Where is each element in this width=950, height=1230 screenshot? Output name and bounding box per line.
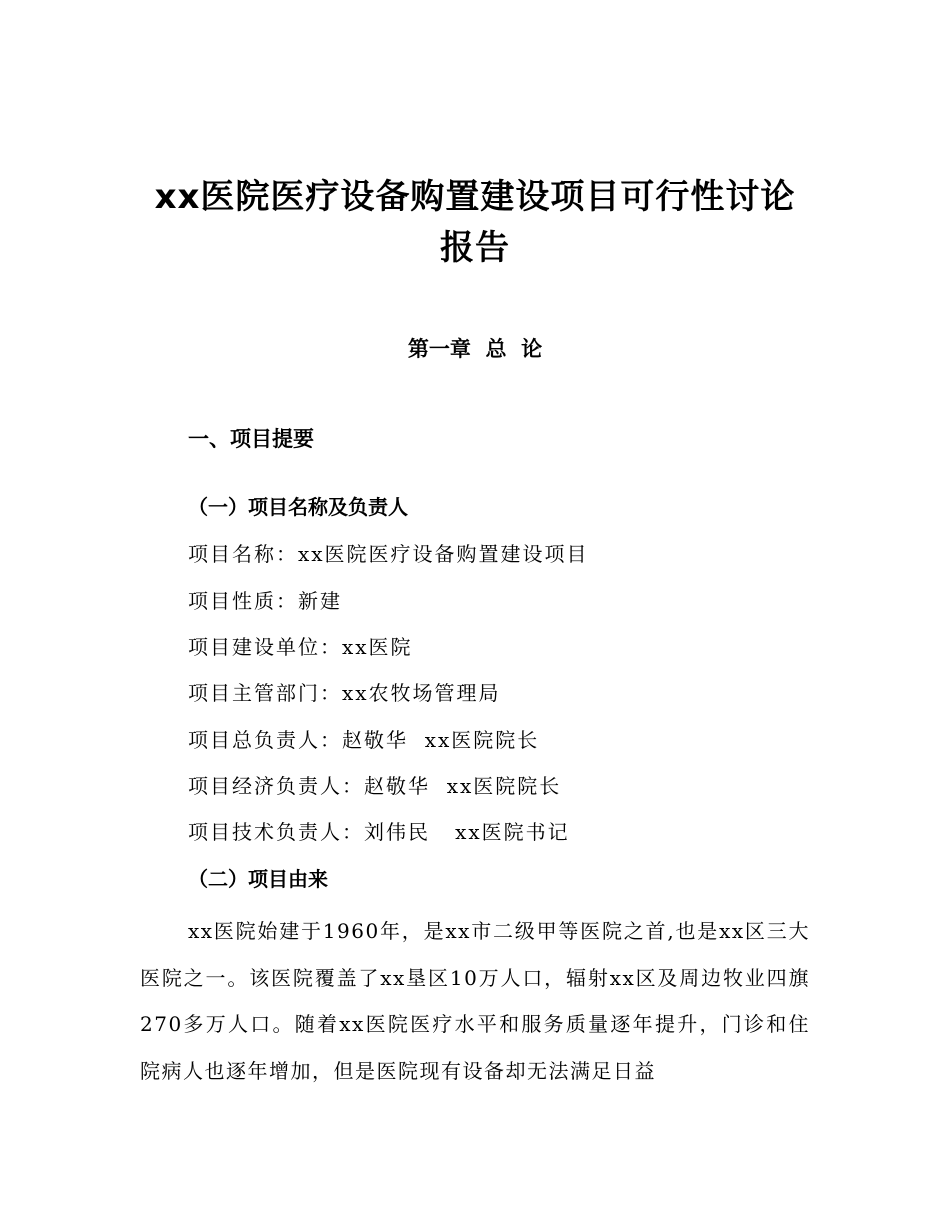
document-title: xx医院医疗设备购置建设项目可行性讨论报告 xyxy=(154,177,796,268)
field-construction-unit: 项目建设单位：xx医院 xyxy=(188,635,413,659)
field-project-name: 项目名称：xx医院医疗设备购置建设项目 xyxy=(188,542,589,566)
field-general-leader: 项目总负责人：赵敬华 xx医院院长 xyxy=(188,728,540,752)
subsection-heading-name-and-leaders: （一）项目名称及负责人 xyxy=(188,495,408,519)
section-heading-project-summary: 一、项目提要 xyxy=(188,427,314,451)
field-supervising-department: 项目主管部门：xx农牧场管理局 xyxy=(188,681,501,705)
field-technical-leader: 项目技术负责人：刘伟民 xx医院书记 xyxy=(188,820,570,844)
body-paragraph: xx医院始建于1960年，是xx市二级甲等医院之首,也是xx区三大医院之一。该医院覆盖了xx垦区10万人口，辐射xx区及周边牧业四旗270多万人口。随着xx医院医疗水平和服务质量逐年提升，门诊和住院病人也逐年增加，但是医院现有设备却无法满足日益 xyxy=(140,919,810,1083)
subsection-heading-project-origin: （二）项目由来 xyxy=(188,867,328,891)
field-project-nature: 项目性质：新建 xyxy=(188,589,342,613)
field-economic-leader: 项目经济负责人：赵敬华 xx医院院长 xyxy=(188,774,562,798)
chapter-heading: 第一章 总 论 xyxy=(407,337,543,361)
